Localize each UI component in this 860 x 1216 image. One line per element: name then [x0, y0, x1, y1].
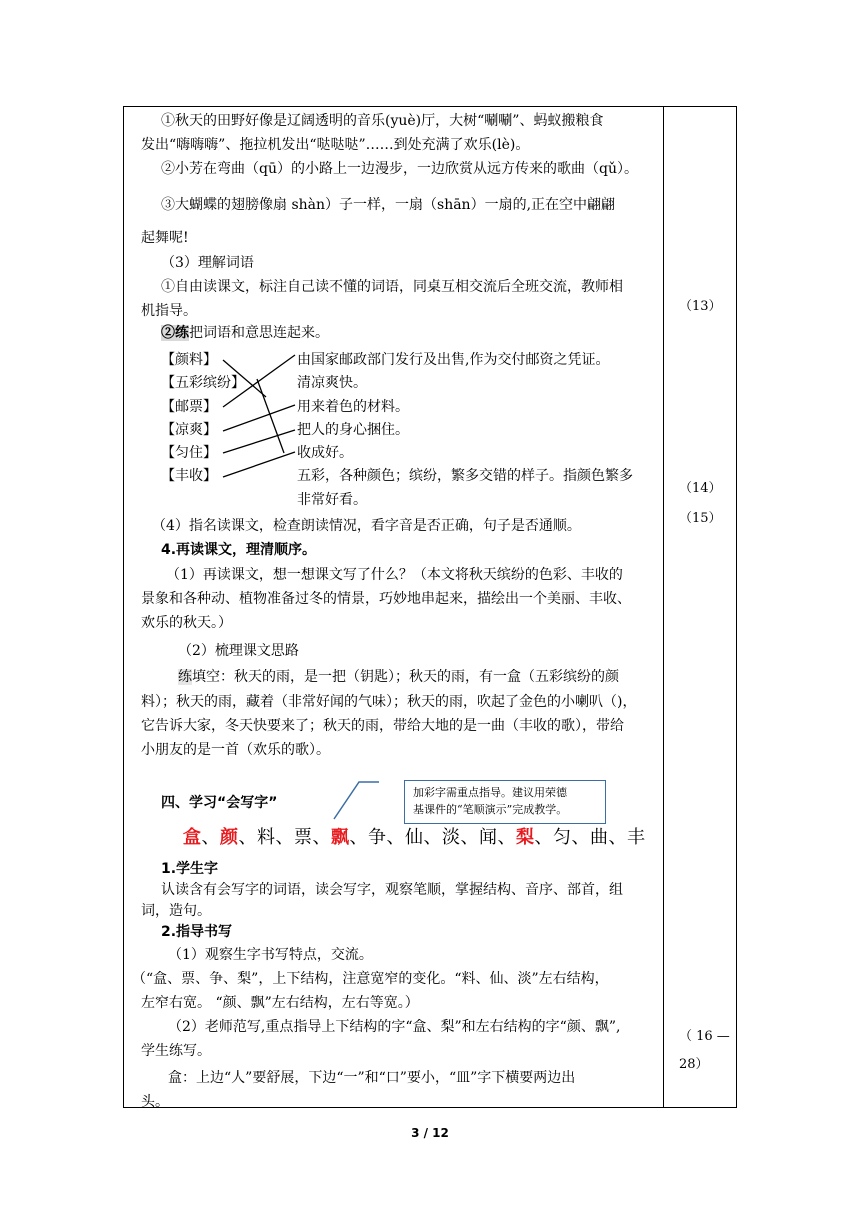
match-meaning: 五彩，各种颜色；缤纷，繁多交错的样子。指颜色繁多: [297, 468, 633, 484]
lesson-table: [123, 106, 737, 1108]
text-line: ③大蝴蝶的翅膀像扇 shàn）子一样，一扇（shān）一扇的,正在空中翩翩: [161, 197, 616, 213]
match-word: 【五彩缤纷】: [161, 375, 245, 391]
text-line: 发出“嗨嗨嗨”、拖拉机发出“哒哒哒”……到处充满了欢乐(lè)。: [141, 137, 530, 153]
match-meaning: 用来着色的材料。: [297, 399, 409, 415]
section-heading: 2.指导书写: [161, 924, 233, 940]
text-line: 机指导。: [141, 303, 197, 319]
time-note: （ 16 —: [679, 1029, 730, 1044]
match-word: 【颜料】: [161, 352, 217, 368]
text-line: 欢乐的秋天。）: [141, 615, 232, 631]
char-item: 梨: [516, 827, 535, 848]
text-line: （4）指名读课文，检查朗读情况，看字音是否正确，句子是否通顺。: [152, 518, 581, 534]
lian-marker: 练: [178, 669, 192, 685]
match-meaning: 非常好看。: [297, 492, 367, 508]
exercise-text: 把词语和意思连起来。: [189, 325, 329, 341]
text-line: （1）观察生字书写特点，交流。: [168, 947, 373, 963]
text-line: ①自由读课文，标注自己读不懂的词语，同桌互相交流后全班交流，教师相: [161, 279, 623, 295]
text-line: 它告诉大家，冬天快要来了；秋天的雨，带给大地的是一曲（丰收的歌），带给: [141, 718, 624, 734]
char-item: 、: [201, 827, 220, 848]
text-line: 小朋友的是一首（欢乐的歌）。: [141, 742, 330, 758]
note-line: 基课件的“笔顺演示”完成教学。: [413, 803, 568, 816]
section-heading: （3）理解词语: [161, 255, 254, 271]
match-word: 【匀住】: [161, 445, 217, 461]
text-line: 盒：上边“人”要舒展，下边“一”和“口”要小，“皿”字下横要两边出: [168, 1070, 576, 1086]
time-note: （13）: [679, 299, 722, 314]
match-meaning: 把人的身心捆住。: [297, 422, 409, 438]
char-item: 颜: [220, 827, 239, 848]
text-line: （“盒、票、争、梨”，上下结构，注意宽窄的变化。“料、仙、淡”左右结构，: [132, 971, 609, 987]
text-line: （2）老师范写,重点指导上下结构的字“盒、梨”和左右结构的字“颜、飘”,: [168, 1019, 621, 1035]
writing-characters: [183, 823, 646, 849]
text-line: 头。: [141, 1094, 169, 1110]
text-line: （1）再读课文，想一想课文写了什么？（本文将秋天缤纷的色彩、丰收的: [166, 567, 623, 583]
text-line: 料）；秋天的雨，藏着（非常好闻的气味）；秋天的雨，吹起了金色的小喇叭（)，: [141, 694, 637, 710]
page-number: 3 / 12: [411, 1126, 449, 1140]
time-note: 28）: [679, 1057, 709, 1072]
text-line: 认读含有会写字的词语，读会写字，观察笔顺，掌握结构、音序、部首，组: [161, 882, 623, 898]
text-line: 词，造句。: [141, 903, 211, 919]
match-meaning: 收成好。: [297, 445, 353, 461]
match-word: 【邮票】: [161, 399, 217, 415]
text-line: ①秋天的田野好像是辽阔透明的音乐(yuè)厅，大树“唰唰”、蚂蚁搬粮食: [161, 113, 604, 129]
char-item: 、料、票、: [238, 827, 331, 848]
char-item: 、匀、曲、丰: [534, 827, 646, 848]
teaching-note: [404, 780, 606, 824]
lian-marker: ②练: [161, 325, 189, 341]
section-heading: 4.再读课文，理清顺序。: [161, 542, 317, 558]
match-word: 【丰收】: [161, 468, 217, 484]
text-line: 左窄右宽。 “颜、飘”左右结构，左右等宽。）: [141, 995, 419, 1011]
section-heading: 四、学习“会写字”: [161, 795, 278, 811]
note-line: 加彩字需重点指导。建议用荣德: [413, 786, 567, 799]
char-item: 飘: [331, 827, 350, 848]
char-item: 盒: [183, 827, 202, 848]
text-line: 景象和各种动、植物准备过冬的情景，巧妙地串起来，描绘出一个美丽、丰收、: [141, 591, 631, 607]
section-heading: 1.学生字: [161, 861, 219, 877]
text-line: ②小芳在弯曲（qū）的小路上一边漫步，一边欣赏从远方传来的歌曲（qǔ）。: [161, 161, 638, 177]
match-meaning: 由国家邮政部门发行及出售,作为交付邮资之凭证。: [297, 352, 610, 368]
exercise-text: 填空：秋天的雨，是一把（钥匙）；秋天的雨，有一盒（五彩缤纷的颜: [192, 669, 619, 685]
time-note: （14）: [679, 481, 722, 496]
time-note: （15）: [679, 511, 722, 526]
match-meaning: 清凉爽快。: [297, 375, 367, 391]
callout-pointer: [124, 107, 664, 867]
section-heading: （2）梳理课文思路: [178, 643, 299, 659]
char-item: 、争、仙、淡、闻、: [349, 827, 516, 848]
text-line: 学生练写。: [141, 1043, 211, 1059]
text-line: 起舞呢!: [141, 230, 189, 246]
match-word: 【凉爽】: [161, 422, 217, 438]
